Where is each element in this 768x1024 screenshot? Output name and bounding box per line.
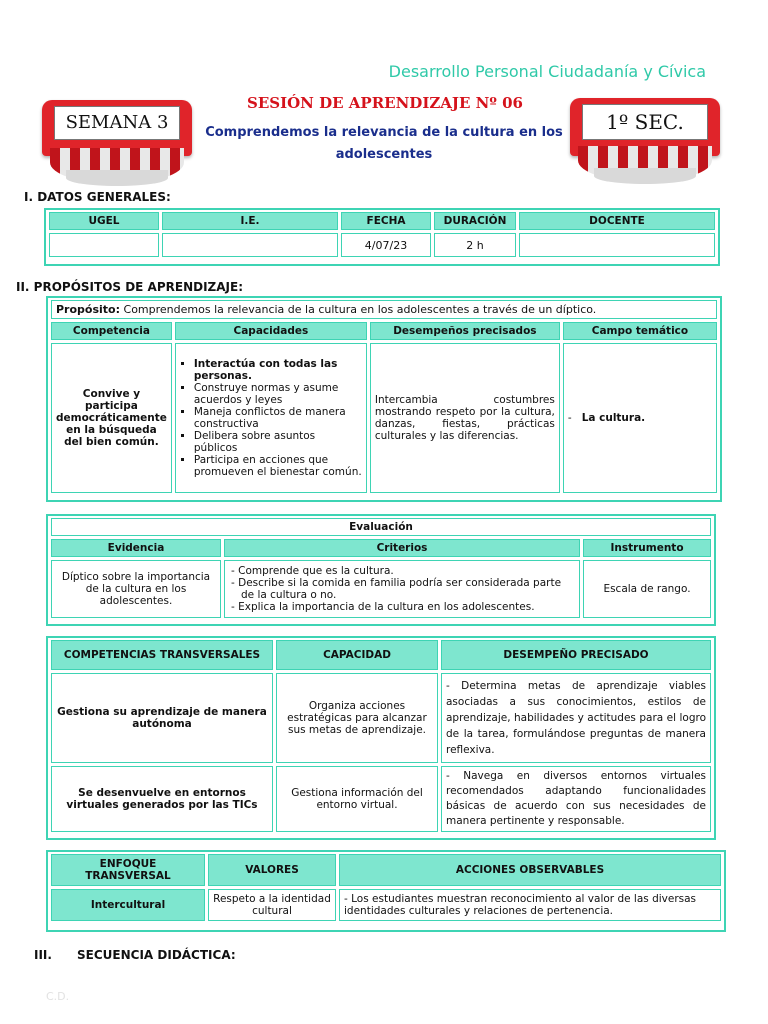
capacidades-cell	[175, 343, 367, 493]
header-competencia: Competencia	[51, 322, 172, 340]
header-desempenos: Desempeños precisados	[370, 322, 560, 340]
header-docente: DOCENTE	[519, 212, 715, 230]
header-criterios: Criterios	[224, 539, 580, 557]
value-duracion: 2 h	[434, 233, 516, 257]
purpose-text: Comprendemos la relevancia de la cultura en los adolescentes a través de un díptico.	[120, 303, 597, 316]
competencia-cell: Convive y participa democráticamente en la búsqueda del bien común.	[51, 343, 172, 493]
transversal-capacidad-cell: Organiza acciones estratégicas para alcanzar sus metas de aprendizaje.	[276, 673, 438, 763]
campo-dash: -	[567, 412, 572, 424]
header-capacidad: CAPACIDAD	[276, 640, 438, 670]
header-ie: I.E.	[162, 212, 338, 230]
header-duracion: DURACIÓN	[434, 212, 516, 230]
subject-title: Desarrollo Personal Ciudadanía y Cívica	[388, 62, 706, 81]
transversal-capacidad-cell: Gestiona información del entorno virtual.	[276, 766, 438, 832]
desempeno-cell: Intercambia costumbres mostrando respeto por la cultura, danzas, fiestas, prácticas culturales y las diferencias.	[370, 343, 560, 493]
capacidad-item: ▪ Participa en acciones que promueven el bienestar común.	[194, 454, 362, 478]
evidencia-cell: Díptico sobre la importancia de la cultura en los adolescentes.	[51, 560, 221, 618]
week-label: SEMANA 3	[54, 106, 180, 140]
week-badge	[42, 100, 192, 188]
header-fecha: FECHA	[341, 212, 431, 230]
enfoque-cell: Intercultural	[51, 889, 205, 921]
transversal-competencia-cell: Se desenvuelve en entornos virtuales generados por las TICs	[51, 766, 273, 832]
value-ie	[162, 233, 338, 257]
criterios-cell	[224, 560, 580, 618]
header-campo-tematico: Campo temático	[563, 322, 717, 340]
grade-badge	[570, 98, 720, 186]
header-desempeno-precisado: DESEMPEÑO PRECISADO	[441, 640, 711, 670]
transversales-table	[48, 637, 714, 835]
propositos-table	[48, 297, 720, 496]
header-ugel: UGEL	[49, 212, 159, 230]
header-capacidades: Capacidades	[175, 322, 367, 340]
value-docente	[519, 233, 715, 257]
capacidades-list	[180, 358, 362, 478]
transversal-desempeno-cell: - Navega en diversos entornos virtuales recomendados adaptando funcionalidades básicas de acuerdo con sus necesidades de manera pertinente y responsable.	[441, 766, 711, 832]
value-ugel	[49, 233, 159, 257]
value-fecha: 4/07/23	[341, 233, 431, 257]
evaluacion-title: Evaluación	[51, 518, 711, 536]
enfoque-table	[48, 851, 724, 924]
instrumento-cell: Escala de rango.	[583, 560, 711, 618]
grade-label: 1º SEC.	[582, 104, 708, 140]
capacidad-item: ▪ Delibera sobre asuntos públicos	[194, 430, 362, 454]
valor-cell: Respeto a la identidad cultural	[208, 889, 336, 921]
campo-cell	[563, 343, 717, 493]
header-enfoque-transversal: ENFOQUE TRANSVERSAL	[51, 854, 205, 886]
campo-text: La cultura.	[581, 412, 646, 424]
capacidad-item: ▪ Interactúa con todas las personas.	[194, 358, 362, 382]
purpose-cell	[51, 300, 717, 319]
criterio-item: - Describe si la comida en familia podría ser considerada parte de la cultura o no.	[231, 577, 562, 601]
header-acciones-observables: ACCIONES OBSERVABLES	[339, 854, 721, 886]
criterio-item: - Explica la importancia de la cultura en los adolescentes.	[231, 601, 535, 613]
capacidad-item: ▪ Construye normas y asume acuerdos y leyes	[194, 382, 362, 406]
watermark: C.D.	[46, 990, 70, 1003]
section-secuencia-title: III. SECUENCIA DIDÁCTICA:	[34, 948, 236, 962]
evaluacion-table	[48, 515, 714, 621]
header-competencias-transversales: COMPETENCIAS TRANSVERSALES	[51, 640, 273, 670]
section-propositos-title: II. PROPÓSITOS DE APRENDIZAJE:	[16, 280, 243, 294]
header-valores: VALORES	[208, 854, 336, 886]
session-title: SESIÓN DE APRENDIZAJE Nº 06	[247, 94, 523, 112]
accion-cell: - Los estudiantes muestran reconocimiento al valor de las diversas identidades culturales y relaciones de pertenencia.	[339, 889, 721, 921]
session-topic: Comprendemos la relevancia de la cultura en los adolescentes	[205, 125, 563, 162]
purpose-label: Propósito:	[56, 303, 121, 316]
datos-generales-table	[46, 209, 718, 260]
header-instrumento: Instrumento	[583, 539, 711, 557]
capacidad-item: ▪ Maneja conflictos de manera constructiva	[194, 406, 362, 430]
criterio-item: - Comprende que es la cultura.	[231, 565, 394, 577]
criterios-list	[229, 565, 575, 613]
transversal-competencia-cell: Gestiona su aprendizaje de manera autónoma	[51, 673, 273, 763]
section-datos-generales-title: I. DATOS GENERALES:	[24, 190, 171, 204]
transversal-desempeno-cell: - Determina metas de aprendizaje viables asociadas a sus conocimientos, estilos de aprendizaje, habilidades y actitudes para el logro de la tarea, formulándose preguntas de manera reflexiva.	[441, 673, 711, 763]
header-evidencia: Evidencia	[51, 539, 221, 557]
